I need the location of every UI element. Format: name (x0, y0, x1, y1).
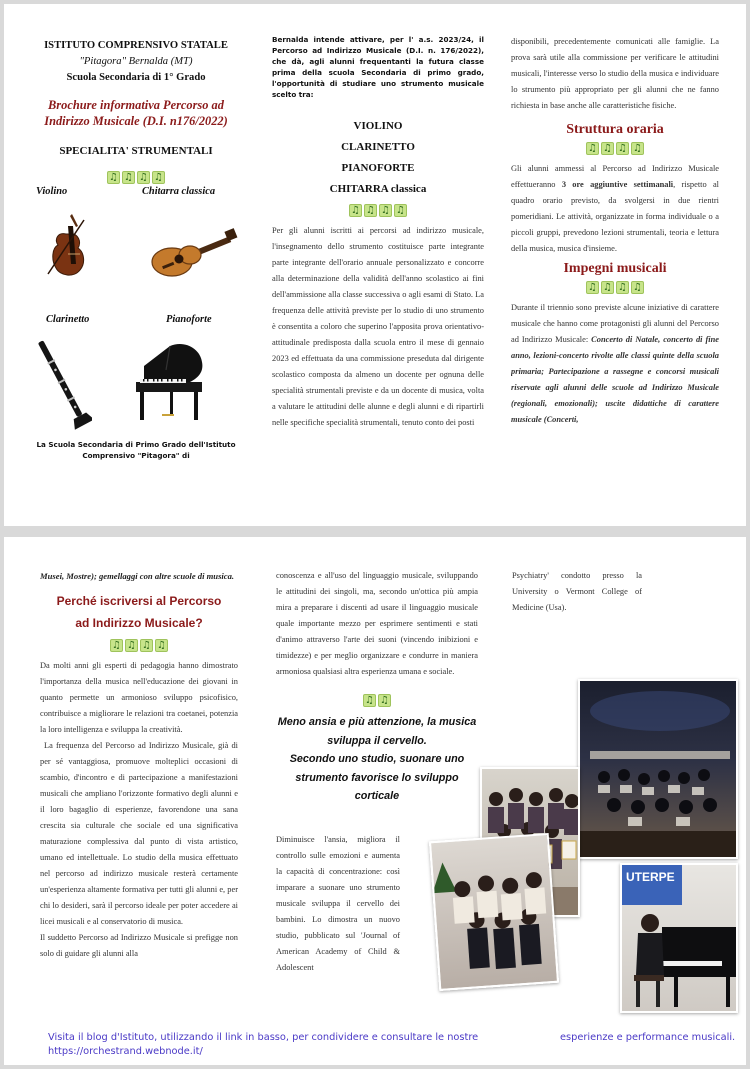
grand-piano-icon (126, 342, 216, 426)
students-group-art (431, 835, 559, 991)
schedule-heading: Struttura oraria (566, 122, 664, 137)
music-notes-divider (272, 204, 484, 217)
why-paragraph-3: Il suddetto Percorso ad Indirizzo Musicale si prefigge non solo di guidare gli alunni alla (40, 933, 238, 958)
music-note-icon: ♫ (110, 639, 123, 652)
brochure-page-back (4, 537, 746, 1065)
music-note-icon: ♫ (631, 281, 644, 294)
violin-icon (46, 212, 88, 288)
blog-link[interactable]: https://orchestrand.webnode.it/ (48, 1046, 203, 1057)
instrument-list-item: CHITARRA classica (329, 183, 427, 195)
music-note-icon: ♫ (601, 281, 614, 294)
school-town: "Pitagora" Bernalda (MT) (79, 56, 193, 67)
front-column-2 (272, 4, 484, 526)
footer-text-left: Visita il blog d'Istituto, utilizzando il link in basso, per condividere e consultare le nostre (48, 1032, 479, 1043)
schedule-text-a: Gli alunni ammessi al Percorso ad Indirizzo Musicale effettueranno (511, 164, 719, 189)
blog-footer (48, 1031, 744, 1059)
students-group-photo (429, 833, 559, 991)
brochure-page-front (4, 4, 746, 526)
instrument-label-violino: Violino (36, 186, 68, 197)
clarinet-icon (34, 334, 92, 434)
events-list: Concerto di Natale, concerto di fine anno, lezioni-concerto rivolte alle classi quinte della scuola primaria; Partecipazione a rassegne e concorsi musicali riservate agli alunni delle scuole ad Indirizzo Musicale (regionali, emozionali); uscite didattiche di carattere musicale (Concerti, (511, 335, 719, 424)
why-heading-line-1: Perché iscriversi al Percorso (56, 594, 222, 608)
program-intro: Bernalda intende attivare, per l' a.s. 2023/24, il Percorso ad Indirizzo Musicale (D.I. n. 176/2022), che dà, agli alunni frequentanti la futura classe prima della scuola Secondaria di primo grado, l'opportunità di studiare uno strumento musicale scelto tra: (272, 35, 484, 99)
music-notes-divider (276, 694, 478, 707)
music-note-icon: ♫ (601, 142, 614, 155)
instrument-label-chitarra: Chitarra classica (142, 186, 216, 197)
music-note-icon: ♫ (152, 171, 165, 184)
music-note-icon: ♫ (364, 204, 377, 217)
music-notes-divider (26, 171, 246, 184)
school-header (26, 38, 246, 86)
instrument-list (272, 116, 484, 200)
music-note-icon: ♫ (140, 639, 153, 652)
music-note-icon: ♫ (586, 142, 599, 155)
quote-line-1: Meno ansia e più attenzione, la musica sviluppa il cervello. (277, 716, 477, 747)
schedule-text (511, 161, 719, 257)
front-column-1 (26, 4, 246, 526)
front-column-3 (511, 4, 719, 526)
schedule-text-b: , rispetto al quadro orario previsto, da svolgersi in due rientri pomeridiani. Le attività, organizzate in forma individuale o a piccoli gruppi, prevedono lezioni strumentali, teoria e lettura della musica, musica d'insieme. (511, 180, 719, 253)
orchestra-photo (578, 679, 738, 859)
music-note-icon: ♫ (107, 171, 120, 184)
music-notes-divider (40, 639, 238, 652)
schedule-hours: 3 ore aggiuntive settimanali (561, 180, 674, 189)
music-note-icon: ♫ (349, 204, 362, 217)
music-note-icon: ♫ (616, 281, 629, 294)
music-notes-divider (511, 281, 719, 294)
music-note-icon: ♫ (363, 694, 376, 707)
music-note-icon: ♫ (379, 204, 392, 217)
music-note-icon: ♫ (125, 639, 138, 652)
music-note-icon: ♫ (616, 142, 629, 155)
instrument-list-item: CLARINETTO (341, 141, 415, 153)
why-paragraph-1: Da molti anni gli esperti di pedagogia hanno dimostrato l'importanza della musica nell'educazione dei giovani in quanto permette un armonioso sviluppo psicofisico, contribuisce a migliorare le relazioni tra coetanei, potenzia la loro intelligenza e sviluppa la creatività. (40, 661, 238, 734)
program-body-text: Per gli alunni iscritti ai percorsi ad indirizzo musicale, l'insegnamento dello strumento costituisce parte integrante parte integrante dell'orario annuale personalizzato e concorre alla determinazione della validità dell'anno scolastico ai fini dell'ammissione alla classe successiva o agli esami di Stato. La frequenza delle attività previste per lo studio di uno strumento è consentita a coloro che superino l'apposita prova orientativo-attitudinale predisposta dalla scuola entro il mese di gennaio 2023 ed effettuata da una commissione preseduta dal dirigente scolastico composta da almeno un docente per ognuna delle specialità strumentali previste e da un docente di musica, volta a valutare le attitudini delle alunne e degli alunni e di ripartirli nelle specifiche specialità strumentali, tenuto conto dei posti (272, 226, 484, 427)
school-level: Scuola Secondaria di 1° Grado (66, 72, 206, 83)
school-name: ISTITUTO COMPRENSIVO STATALE (44, 40, 228, 51)
instrument-label-pianoforte: Pianoforte (166, 314, 212, 325)
why-heading-line-2: ad Indirizzo Musicale? (75, 616, 203, 630)
study-source: Psychiatry' condotto presso la University o Vermont College of Medicine (Usa). (512, 571, 642, 612)
events-continuation: Musei, Mostre); gemellaggi con altre scuole di musica. (40, 571, 235, 581)
music-note-icon: ♫ (137, 171, 150, 184)
music-note-icon: ♫ (378, 694, 391, 707)
footer-text-right: esperienze e performance musicali. (560, 1032, 736, 1043)
music-note-icon: ♫ (155, 639, 168, 652)
orchestra-photo-art (580, 681, 738, 859)
instrument-grid (26, 186, 246, 436)
music-note-icon: ♫ (122, 171, 135, 184)
svg-text:UTERPE: UTERPE (626, 870, 675, 884)
events-text-a: Durante il triennio sono previste alcune iniziative di carattere musicale che hanno come protagonisti gli alunni del Percorso ad Indirizzo Musicale: (511, 303, 719, 344)
piano-student-photo (620, 863, 738, 1013)
why-paragraph-2: La frequenza del Percorso ad Indirizzo Musicale, già di per sé vantaggiosa, promuove molteplici occasioni di scambio, d'incontro e di partecipazione a manifestazioni musicali che ampliano l'orizzonte formativo degli alunni e il loro bagaglio di esperienze, favorendone una sana crescita sia culturale che sociale ed una significativa maturazione complessiva dal punto di vista artistico, umano ed intellettuale. Lo studio della musica effettuato nel percorso ad indirizzo musicale resterà certamente un'esperienza altamente formativa per tutti gli alunni e, per chi lo desideri, sarà il percorso ideale per poter accedere ai licei musicali e al conservatorio di musica. (40, 741, 238, 926)
piano-student-art (622, 865, 738, 1013)
study-paragraph: Diminuisce l'ansia, migliora il controllo sulle emozioni e aumenta la capacità di concentrazione: così imparare a suonare uno strumento musicale sviluppa il cervello dei bambini. Lo dimostra un nuovo studio, pubblicato sul 'Journal of American Academy of Child & Adolescent (276, 834, 400, 972)
language-paragraph: conoscenza e all'uso del linguaggio musicale, sviluppando le attitudini dei singoli, ma, secondo un'ottica più ampia mira a preparare i discenti ad usare il linguaggio musicale quale importante mezzo per esprimere sentimenti e stati d'animo attraverso l'arte dei suoni (vincendo inibizioni e timidezze) e per meglio organizzare e condurre in maniera armoniosa qualsiasi altra esperienza umana e sociale. (276, 571, 478, 676)
music-note-icon: ♫ (394, 204, 407, 217)
music-notes-divider (511, 142, 719, 155)
music-note-icon: ♫ (631, 142, 644, 155)
instrument-list-item: PIANOFORTE (341, 162, 415, 174)
brochure-title: Brochure informativa Percorso ad Indirizzo Musicale (D.I. n176/2022) (44, 98, 228, 128)
instrument-label-clarinetto: Clarinetto (46, 314, 90, 325)
admission-text: disponibili, precedentemente comunicati alle famiglie. La prova sarà utile alla commissione per verificare le attitudini musicali, l'interesse verso lo studio della musica e individuare lo strumento più appropriato per gli alunni che ne fanno richiesta in base anche alle caratteristiche fisiche. (511, 37, 719, 110)
events-heading: Impegni musicali (563, 261, 667, 276)
specialties-title: SPECIALITA' STRUMENTALI (59, 145, 213, 157)
front-col1-bottom-text: La Scuola Secondaria di Primo Grado dell'Istituto Comprensivo "Pitagora" di (36, 440, 236, 460)
music-note-icon: ♫ (586, 281, 599, 294)
quote-line-2: Secondo uno studio, suonare uno strumento favorisce lo sviluppo corticale (289, 753, 465, 802)
back-column-1 (40, 537, 238, 1065)
guitar-icon (146, 226, 238, 282)
instrument-list-item: VIOLINO (353, 120, 403, 132)
events-text (511, 300, 719, 428)
